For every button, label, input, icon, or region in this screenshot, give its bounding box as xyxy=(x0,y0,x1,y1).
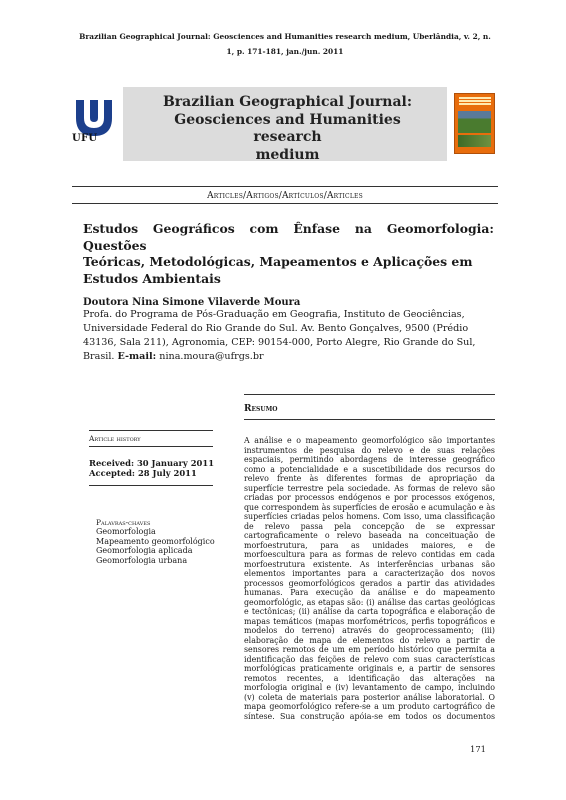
section-rule-top xyxy=(72,186,498,187)
resumo-line: de relevo passa pela concepção de se expressar xyxy=(244,521,495,531)
resumo-line: como a potencialidade e a suscetibilidade dos recursos do xyxy=(244,464,495,474)
resumo-line: remotos recentes, a identificação das alterações na xyxy=(244,673,495,683)
resumo-line: A análise e o mapeamento geomorfológico são importantes xyxy=(244,436,495,445)
history-label: Article history xyxy=(89,434,141,443)
resumo-line: elaboração de mapa de elementos do relevo a partir de xyxy=(244,635,495,645)
page-number: 171 xyxy=(470,744,486,754)
resumo-line: que correspondem às superfícies de erosão e acumulação e às xyxy=(244,502,495,512)
keyword-item: Mapeamento geomorfológico xyxy=(96,536,215,546)
resumo-line: morfológicas praticamente originais e, a partir de sensores xyxy=(244,664,495,674)
author-affiliation xyxy=(83,308,495,364)
resumo-body xyxy=(244,436,495,721)
journal-title-line3: medium xyxy=(255,146,320,163)
resumo-line: morfologia original e (iv) levantamento de campo, incluindo xyxy=(244,683,495,693)
resumo-line: morfoescultura para as formas de relevo contidas em cada xyxy=(244,550,495,560)
resumo-line: geomorfológic, as etapas são: (i) análise das cartas geológicas xyxy=(244,597,495,607)
affiliation-line3: 43136, Sala 211), Agronomia, CEP: 90154-000, Porto Alegre, Rio Grande do Sul, xyxy=(83,337,476,349)
resumo-line: identificação das feições de relevo com suas características xyxy=(244,654,495,664)
resumo-rule-top xyxy=(244,394,495,395)
email-label: E-mail: xyxy=(117,351,157,363)
keyword-item: Geomorfologia aplicada xyxy=(96,546,193,555)
article-title-line2: Teóricas, Metodológicas, Mapeamentos e Aplicações em xyxy=(83,254,473,270)
history-rule-bottom xyxy=(89,446,213,447)
affiliation-line2: Universidade Federal do Rio Grande do Sul. Av. Bento Gonçalves, 9500 (Prédio xyxy=(83,323,469,335)
section-rule-bottom xyxy=(72,203,498,204)
cover-landscape-image xyxy=(458,111,491,133)
journal-title xyxy=(145,94,430,164)
resumo-line: criadas por processos endógenos e por processos exógenos, xyxy=(244,493,495,503)
resumo-line: superfícies criadas pelos homens. Com isso, uma classificação xyxy=(244,512,495,522)
resumo-line: instrumentos de pesquisa do relevo e de suas relações xyxy=(244,445,495,455)
resumo-line: relevo frente às diferentes formas de apropriação da xyxy=(244,474,495,484)
resumo-line: morfoestrutura existente. As interferências urbanas são xyxy=(244,559,495,569)
keyword-item: Geomorfologia xyxy=(96,527,156,536)
cover-title-lines xyxy=(459,97,491,107)
accepted-date: Accepted: 28 July 2011 xyxy=(89,468,197,478)
history-rule-end xyxy=(89,485,213,486)
running-head-line1: Brazilian Geographical Journal: Geosciences and Humanities research medium, Uberlândia, v. 2, n. xyxy=(79,32,491,41)
journal-title-line2: Geosciences and Humanities research xyxy=(174,111,401,145)
affiliation-country: Brasil. xyxy=(83,351,115,363)
article-title-line1: Estudos Geográficos com Ênfase na Geomorfologia: Questões xyxy=(83,221,494,253)
article-title xyxy=(83,221,494,287)
resumo-line: morfoestrutura, para as unidades maiores, e de xyxy=(244,540,495,550)
resumo-line: humanas. Para execução da análise e do mapeamento xyxy=(244,588,495,598)
resumo-line: elementos importantes para a caracterização dos novos xyxy=(244,569,495,579)
article-title-line3: Estudos Ambientais xyxy=(83,270,221,286)
resumo-line: e tectônicas; (ii) análise da carta topográfica e elaboração de xyxy=(244,607,495,617)
resumo-heading: Resumo xyxy=(244,404,278,414)
cover-vegetation-image xyxy=(458,135,491,147)
resumo-line: espaciais, permitindo abordagens de interesse geográfico xyxy=(244,455,495,465)
resumo-line: superfície terrestre pela sociedade. As formas de relevo são xyxy=(244,483,495,493)
resumo-line: mapa geomorfológico refere-se a um produto cartográfico de xyxy=(244,702,495,712)
running-head-line2: 1, p. 171-181, jan./jun. 2011 xyxy=(226,47,344,56)
affiliation-line1: Profa. do Programa de Pós-Graduação em Geografia, Instituto de Geociências, xyxy=(83,309,465,320)
keywords-list xyxy=(96,527,215,565)
email-address[interactable]: nina.moura@ufrgs.br xyxy=(159,351,264,363)
resumo-line: cartograficamente o relevo baseada na conceituação de xyxy=(244,531,495,541)
resumo-line: síntese. Sua construção apóia-se em todos os documentos xyxy=(244,711,495,721)
resumo-line: sensores remotos de um em período histórico que permita a xyxy=(244,645,495,655)
received-date: Received: 30 January 2011 xyxy=(89,458,215,468)
keywords-label: Palavras-chaves xyxy=(96,518,151,527)
resumo-rule-bottom xyxy=(244,419,495,420)
logo-text: UFU xyxy=(72,133,98,144)
keyword-item: Geomorfologia urbana xyxy=(96,555,188,565)
affiliation-line4 xyxy=(83,350,495,364)
resumo-line: modelos do terreno) através do geoprocessamento; (iii) xyxy=(244,626,495,636)
resumo-line: mapas temáticos (mapas morfométricos, perfis topográficos e xyxy=(244,616,495,626)
running-head xyxy=(70,29,500,59)
section-label: Articles/Artigos/Artículos/Articles xyxy=(207,191,363,201)
journal-title-line1: Brazilian Geographical Journal: xyxy=(162,94,413,110)
history-rule-top xyxy=(89,430,213,431)
author-name: Doutora Nina Simone Vilaverde Moura xyxy=(83,297,301,308)
resumo-line: (v) coleta de materiais para posterior análise laboratorial. O xyxy=(244,692,495,702)
journal-cover-thumbnail xyxy=(454,93,495,154)
resumo-line: processos geomorfológicos gerados a partir das atividades xyxy=(244,578,495,588)
